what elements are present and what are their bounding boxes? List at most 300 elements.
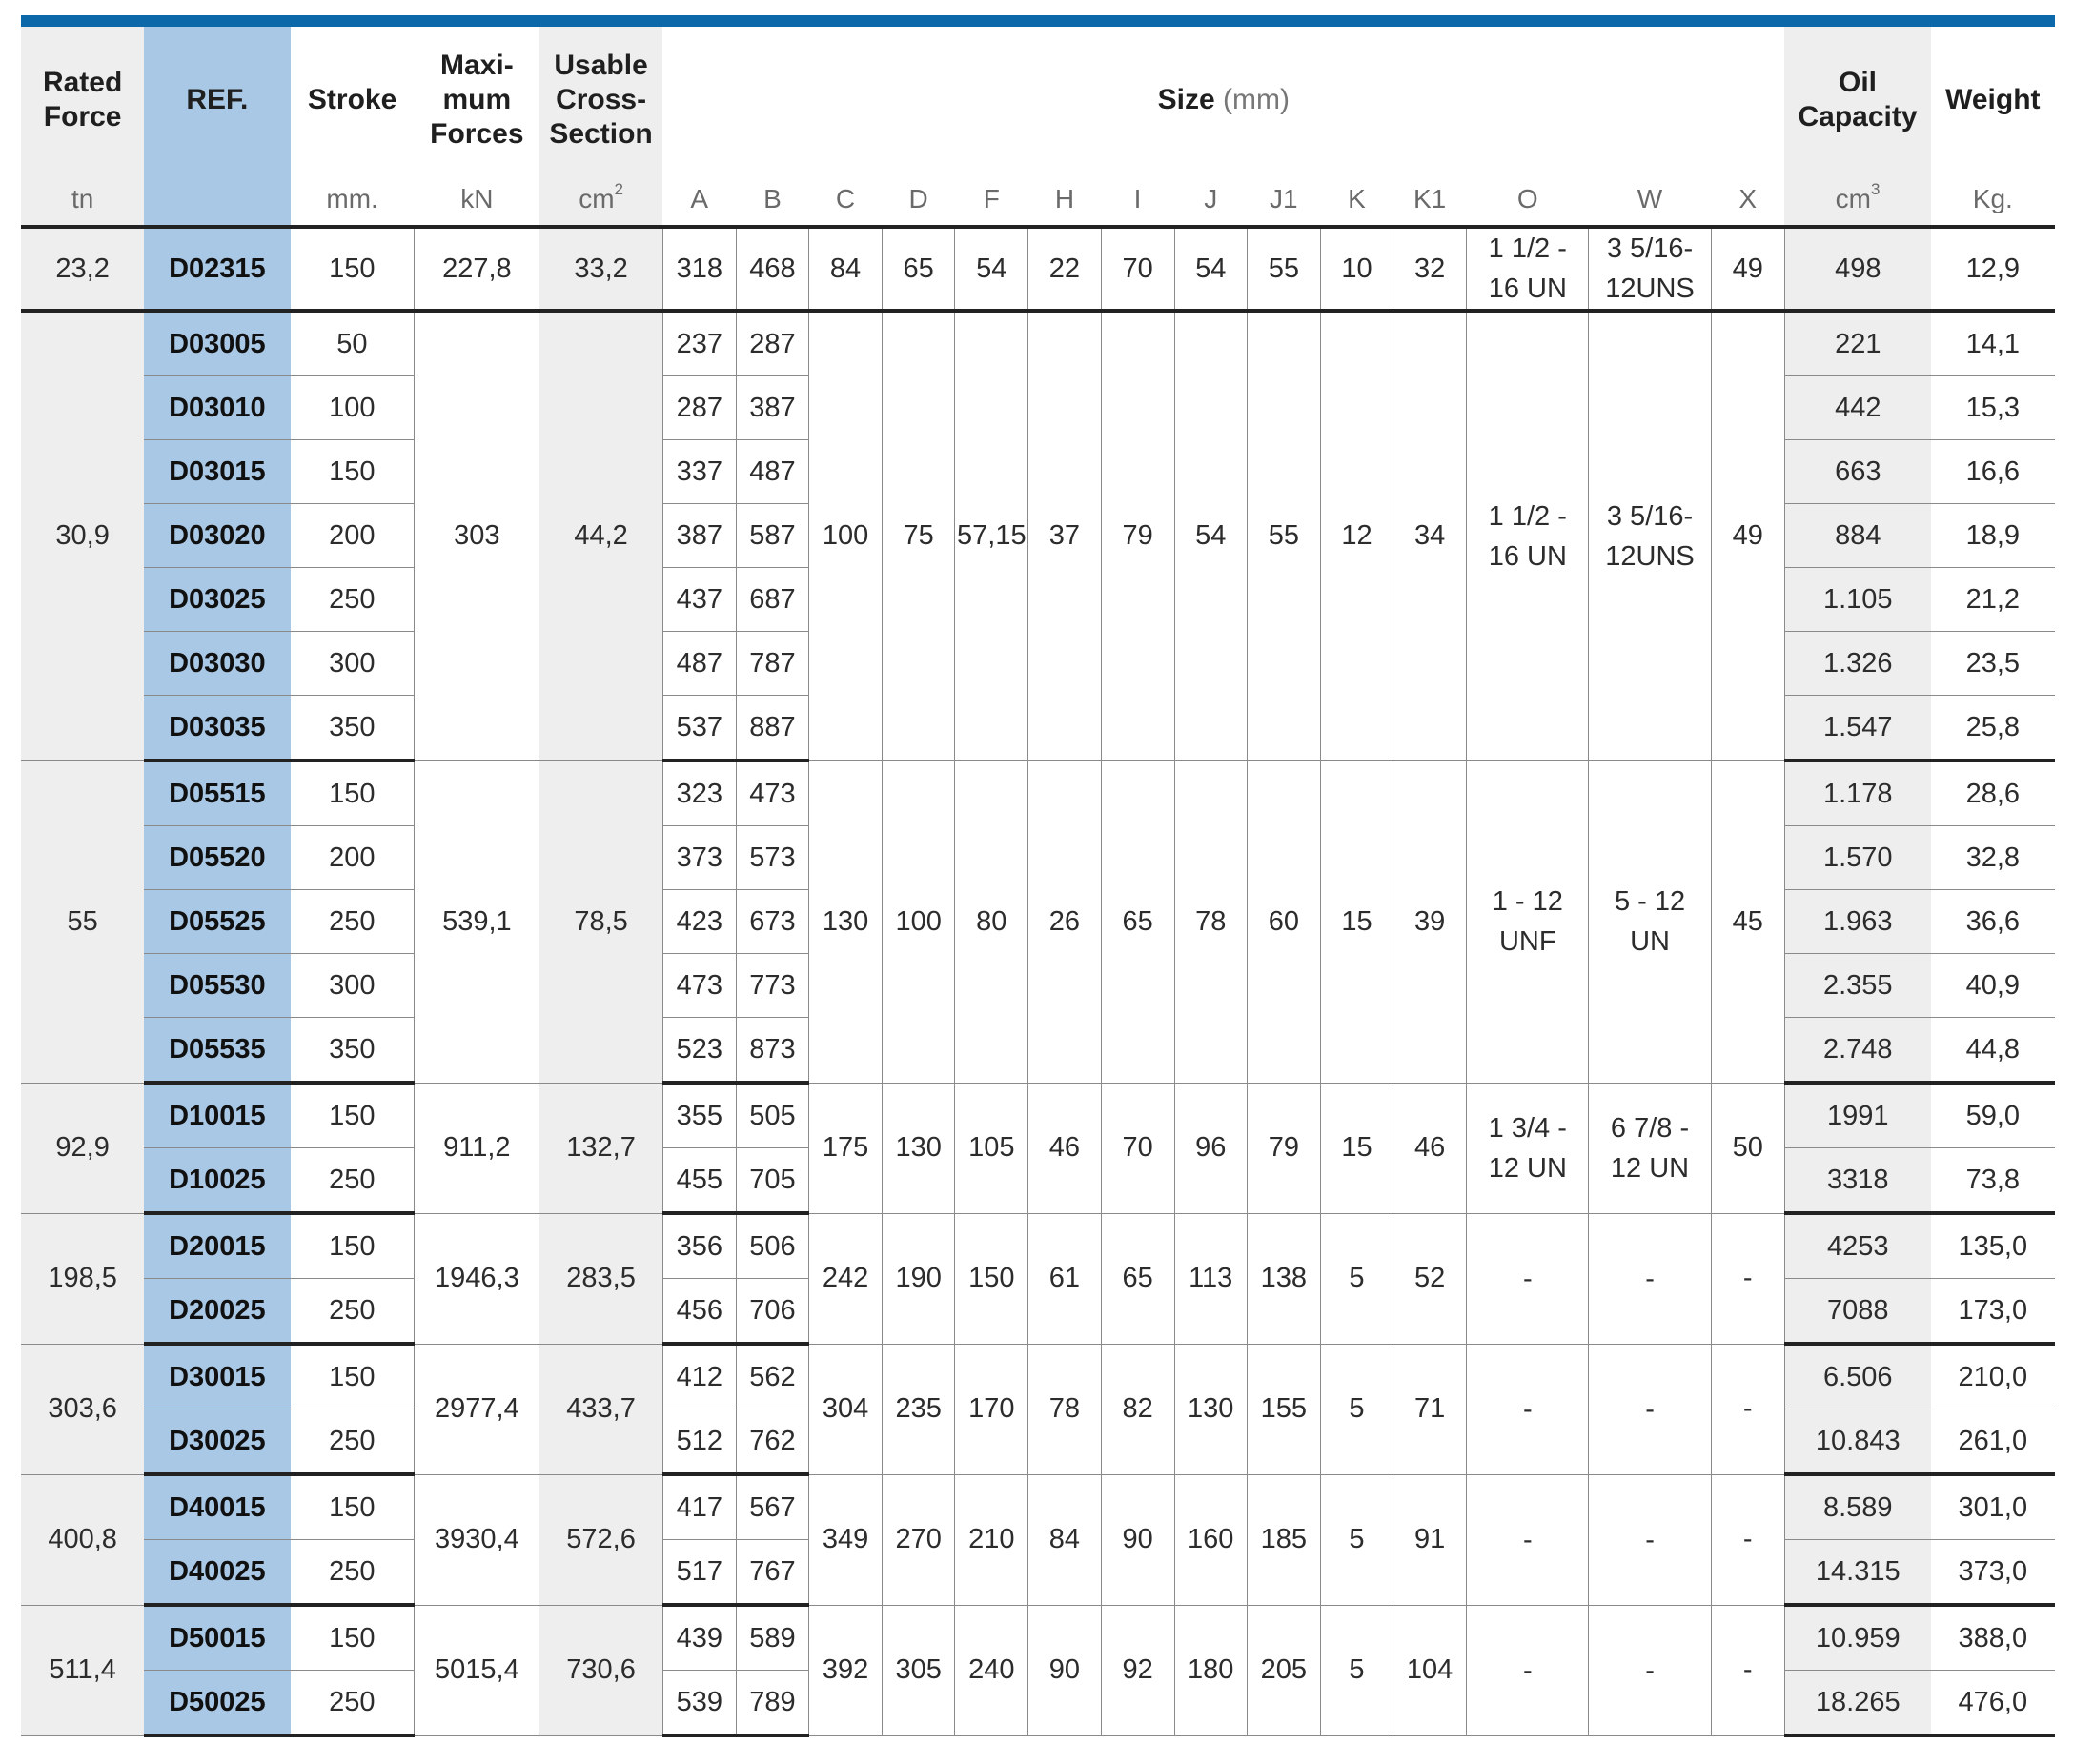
size-c-cell: 392 xyxy=(808,1605,882,1735)
cross-section-cell: 283,5 xyxy=(539,1213,662,1344)
max-forces-cell: 5015,4 xyxy=(415,1605,539,1735)
stroke-cell: 150 xyxy=(291,440,415,504)
stroke-cell: 150 xyxy=(291,1083,415,1148)
weight-cell: 36,6 xyxy=(1931,890,2055,954)
size-a-cell: 487 xyxy=(662,632,736,696)
size-a-cell: 337 xyxy=(662,440,736,504)
cross-section-cell: 33,2 xyxy=(539,227,662,311)
unit-K: K xyxy=(1320,173,1393,227)
unit-cross-section-sup: 2 xyxy=(614,180,623,198)
max-forces-cell: 3930,4 xyxy=(415,1474,539,1605)
size-d-cell: 305 xyxy=(883,1605,955,1735)
header-oil-label: Oil Capacity xyxy=(1798,67,1918,132)
table-row xyxy=(21,311,2055,376)
cross-section-cell: 44,2 xyxy=(539,311,662,760)
stroke-cell: 350 xyxy=(291,1018,415,1084)
header-max-forces-label: Maxi- mum Forces xyxy=(430,50,524,150)
size-x-cell: 50 xyxy=(1711,1083,1784,1213)
size-d-cell: 75 xyxy=(883,311,955,760)
size-j1-cell: 55 xyxy=(1247,227,1320,311)
ref-cell: D40025 xyxy=(144,1540,290,1606)
weight-cell: 32,8 xyxy=(1931,826,2055,890)
weight-cell: 14,1 xyxy=(1931,311,2055,376)
size-o-cell: - xyxy=(1467,1213,1589,1344)
size-c-cell: 242 xyxy=(808,1213,882,1344)
size-b-cell: 789 xyxy=(736,1671,808,1736)
size-b-cell: 773 xyxy=(736,954,808,1018)
stroke-cell: 200 xyxy=(291,504,415,568)
unit-rated-force: tn xyxy=(21,173,144,227)
max-forces-cell: 227,8 xyxy=(415,227,539,311)
oil-capacity-cell: 498 xyxy=(1784,227,1930,311)
size-b-cell: 687 xyxy=(736,568,808,632)
size-k1-cell: 34 xyxy=(1393,311,1467,760)
unit-O: O xyxy=(1467,173,1589,227)
unit-A: A xyxy=(662,173,736,227)
ref-cell: D30025 xyxy=(144,1409,290,1475)
size-f-cell: 57,15 xyxy=(955,311,1028,760)
rated-force-cell: 30,9 xyxy=(21,311,144,760)
unit-cross-section xyxy=(539,173,662,227)
size-b-cell: 573 xyxy=(736,826,808,890)
stroke-cell: 150 xyxy=(291,1474,415,1540)
header-rated-force xyxy=(21,27,144,173)
size-h-cell: 26 xyxy=(1028,760,1101,1083)
unit-H: H xyxy=(1028,173,1101,227)
header-oil xyxy=(1784,27,1930,173)
max-forces-cell: 539,1 xyxy=(415,760,539,1083)
header-cross-section-label: Usable Cross- Section xyxy=(549,50,653,150)
size-b-cell: 505 xyxy=(736,1083,808,1148)
size-b-cell: 506 xyxy=(736,1213,808,1279)
header-ref-label: REF. xyxy=(186,84,249,115)
weight-cell: 59,0 xyxy=(1931,1083,2055,1148)
unit-D: D xyxy=(883,173,955,227)
size-a-cell: 287 xyxy=(662,376,736,440)
oil-capacity-cell: 1.570 xyxy=(1784,826,1930,890)
size-a-cell: 539 xyxy=(662,1671,736,1736)
size-o-cell: - xyxy=(1467,1605,1589,1735)
size-i-cell: 65 xyxy=(1101,760,1174,1083)
oil-capacity-cell: 7088 xyxy=(1784,1279,1930,1345)
unit-cross-section-base: cm xyxy=(579,184,615,213)
size-w-cell: 5 - 12 UN xyxy=(1589,760,1711,1083)
cross-section-cell: 132,7 xyxy=(539,1083,662,1213)
size-j1-cell: 138 xyxy=(1247,1213,1320,1344)
weight-cell: 301,0 xyxy=(1931,1474,2055,1540)
size-w-cell: - xyxy=(1589,1605,1711,1735)
size-f-cell: 105 xyxy=(955,1083,1028,1213)
rated-force-cell: 23,2 xyxy=(21,227,144,311)
size-x-cell: - xyxy=(1711,1344,1784,1474)
unit-oil xyxy=(1784,173,1930,227)
size-f-cell: 170 xyxy=(955,1344,1028,1474)
size-j-cell: 54 xyxy=(1174,227,1247,311)
size-a-cell: 373 xyxy=(662,826,736,890)
size-k1-cell: 32 xyxy=(1393,227,1467,311)
stroke-cell: 250 xyxy=(291,1671,415,1736)
max-forces-cell: 2977,4 xyxy=(415,1344,539,1474)
weight-cell: 15,3 xyxy=(1931,376,2055,440)
cross-section-cell: 572,6 xyxy=(539,1474,662,1605)
ref-cell: D03015 xyxy=(144,440,290,504)
weight-cell: 210,0 xyxy=(1931,1344,2055,1409)
stroke-cell: 100 xyxy=(291,376,415,440)
size-i-cell: 90 xyxy=(1101,1474,1174,1605)
size-a-cell: 412 xyxy=(662,1344,736,1409)
rated-force-cell: 92,9 xyxy=(21,1083,144,1213)
ref-cell: D20015 xyxy=(144,1213,290,1279)
size-h-cell: 78 xyxy=(1028,1344,1101,1474)
header-size-unit: (mm) xyxy=(1222,84,1290,115)
size-d-cell: 130 xyxy=(883,1083,955,1213)
size-b-cell: 468 xyxy=(736,227,808,311)
ref-cell: D03035 xyxy=(144,696,290,761)
size-k-cell: 5 xyxy=(1320,1344,1393,1474)
unit-K1: K1 xyxy=(1393,173,1467,227)
unit-W: W xyxy=(1589,173,1711,227)
unit-weight: Kg. xyxy=(1931,173,2055,227)
size-x-cell: - xyxy=(1711,1474,1784,1605)
size-h-cell: 37 xyxy=(1028,311,1101,760)
size-b-cell: 287 xyxy=(736,311,808,376)
unit-ref xyxy=(144,173,290,227)
header-cross-section xyxy=(539,27,662,173)
header-max-forces xyxy=(415,27,539,173)
size-j-cell: 54 xyxy=(1174,311,1247,760)
size-k-cell: 15 xyxy=(1320,760,1393,1083)
size-a-cell: 512 xyxy=(662,1409,736,1475)
rated-force-cell: 511,4 xyxy=(21,1605,144,1735)
ref-cell: D05530 xyxy=(144,954,290,1018)
oil-capacity-cell: 10.959 xyxy=(1784,1605,1930,1671)
size-x-cell: 49 xyxy=(1711,227,1784,311)
size-c-cell: 349 xyxy=(808,1474,882,1605)
stroke-cell: 50 xyxy=(291,311,415,376)
size-b-cell: 589 xyxy=(736,1605,808,1671)
ref-cell: D20025 xyxy=(144,1279,290,1345)
oil-capacity-cell: 1.547 xyxy=(1784,696,1930,761)
oil-capacity-cell: 3318 xyxy=(1784,1148,1930,1214)
stroke-cell: 250 xyxy=(291,1409,415,1475)
unit-stroke: mm. xyxy=(291,173,415,227)
size-i-cell: 79 xyxy=(1101,311,1174,760)
weight-cell: 135,0 xyxy=(1931,1213,2055,1279)
size-w-cell: - xyxy=(1589,1213,1711,1344)
header-ref xyxy=(144,27,290,173)
weight-cell: 18,9 xyxy=(1931,504,2055,568)
unit-J1: J1 xyxy=(1247,173,1320,227)
size-x-cell: 45 xyxy=(1711,760,1784,1083)
max-forces-cell: 911,2 xyxy=(415,1083,539,1213)
oil-capacity-cell: 10.843 xyxy=(1784,1409,1930,1475)
weight-cell: 44,8 xyxy=(1931,1018,2055,1084)
size-d-cell: 65 xyxy=(883,227,955,311)
ref-cell: D10025 xyxy=(144,1148,290,1214)
rated-force-cell: 303,6 xyxy=(21,1344,144,1474)
size-f-cell: 80 xyxy=(955,760,1028,1083)
size-j1-cell: 185 xyxy=(1247,1474,1320,1605)
size-d-cell: 100 xyxy=(883,760,955,1083)
weight-cell: 261,0 xyxy=(1931,1409,2055,1475)
ref-cell: D05535 xyxy=(144,1018,290,1084)
size-b-cell: 673 xyxy=(736,890,808,954)
size-w-cell: 6 7/8 - 12 UN xyxy=(1589,1083,1711,1213)
size-i-cell: 70 xyxy=(1101,227,1174,311)
weight-cell: 12,9 xyxy=(1931,227,2055,311)
size-k-cell: 10 xyxy=(1320,227,1393,311)
size-w-cell: - xyxy=(1589,1344,1711,1474)
oil-capacity-cell: 2.748 xyxy=(1784,1018,1930,1084)
size-o-cell: 1 - 12 UNF xyxy=(1467,760,1589,1083)
oil-capacity-cell: 1.105 xyxy=(1784,568,1930,632)
weight-cell: 40,9 xyxy=(1931,954,2055,1018)
size-k-cell: 15 xyxy=(1320,1083,1393,1213)
size-i-cell: 65 xyxy=(1101,1213,1174,1344)
stroke-cell: 250 xyxy=(291,1148,415,1214)
oil-capacity-cell: 1.326 xyxy=(1784,632,1930,696)
size-x-cell: 49 xyxy=(1711,311,1784,760)
weight-cell: 388,0 xyxy=(1931,1605,2055,1671)
size-k1-cell: 39 xyxy=(1393,760,1467,1083)
size-a-cell: 423 xyxy=(662,890,736,954)
size-c-cell: 100 xyxy=(808,311,882,760)
header-rated-force-label: Rated Force xyxy=(42,67,123,132)
max-forces-cell: 303 xyxy=(415,311,539,760)
size-a-cell: 237 xyxy=(662,311,736,376)
size-c-cell: 304 xyxy=(808,1344,882,1474)
size-w-cell: 3 5/16- 12UNS xyxy=(1589,227,1711,311)
size-i-cell: 70 xyxy=(1101,1083,1174,1213)
stroke-cell: 250 xyxy=(291,568,415,632)
size-x-cell: - xyxy=(1711,1605,1784,1735)
size-j1-cell: 55 xyxy=(1247,311,1320,760)
oil-capacity-cell: 1.963 xyxy=(1784,890,1930,954)
oil-capacity-cell: 6.506 xyxy=(1784,1344,1930,1409)
weight-cell: 16,6 xyxy=(1931,440,2055,504)
weight-cell: 21,2 xyxy=(1931,568,2055,632)
header-stroke-label: Stroke xyxy=(307,84,397,115)
size-a-cell: 537 xyxy=(662,696,736,761)
ref-cell: D03020 xyxy=(144,504,290,568)
oil-capacity-cell: 663 xyxy=(1784,440,1930,504)
size-b-cell: 873 xyxy=(736,1018,808,1084)
size-d-cell: 235 xyxy=(883,1344,955,1474)
size-f-cell: 150 xyxy=(955,1213,1028,1344)
size-w-cell: 3 5/16- 12UNS xyxy=(1589,311,1711,760)
ref-cell: D03025 xyxy=(144,568,290,632)
weight-cell: 373,0 xyxy=(1931,1540,2055,1606)
size-d-cell: 270 xyxy=(883,1474,955,1605)
stroke-cell: 150 xyxy=(291,760,415,826)
unit-C: C xyxy=(808,173,882,227)
oil-capacity-cell: 1991 xyxy=(1784,1083,1930,1148)
stroke-cell: 200 xyxy=(291,826,415,890)
oil-capacity-cell: 4253 xyxy=(1784,1213,1930,1279)
size-c-cell: 175 xyxy=(808,1083,882,1213)
stroke-cell: 300 xyxy=(291,632,415,696)
size-k-cell: 12 xyxy=(1320,311,1393,760)
unit-X: X xyxy=(1711,173,1784,227)
cylinder-spec-table xyxy=(21,27,2055,1737)
unit-F: F xyxy=(955,173,1028,227)
size-a-cell: 455 xyxy=(662,1148,736,1214)
table-body xyxy=(21,227,2055,1735)
ref-cell: D03005 xyxy=(144,311,290,376)
size-a-cell: 318 xyxy=(662,227,736,311)
size-o-cell: 1 1/2 - 16 UN xyxy=(1467,311,1589,760)
size-a-cell: 437 xyxy=(662,568,736,632)
ref-cell: D03030 xyxy=(144,632,290,696)
ref-cell: D05525 xyxy=(144,890,290,954)
size-a-cell: 355 xyxy=(662,1083,736,1148)
size-k1-cell: 71 xyxy=(1393,1344,1467,1474)
size-i-cell: 82 xyxy=(1101,1344,1174,1474)
size-a-cell: 517 xyxy=(662,1540,736,1606)
size-k-cell: 5 xyxy=(1320,1605,1393,1735)
size-j-cell: 96 xyxy=(1174,1083,1247,1213)
ref-cell: D10015 xyxy=(144,1083,290,1148)
stroke-cell: 150 xyxy=(291,1605,415,1671)
weight-cell: 173,0 xyxy=(1931,1279,2055,1345)
stroke-cell: 350 xyxy=(291,696,415,761)
size-b-cell: 487 xyxy=(736,440,808,504)
max-forces-cell: 1946,3 xyxy=(415,1213,539,1344)
size-o-cell: 1 1/2 - 16 UN xyxy=(1467,227,1589,311)
size-o-cell: - xyxy=(1467,1474,1589,1605)
ref-cell: D40015 xyxy=(144,1474,290,1540)
weight-cell: 23,5 xyxy=(1931,632,2055,696)
table-row xyxy=(21,1474,2055,1540)
rated-force-cell: 55 xyxy=(21,760,144,1083)
size-h-cell: 46 xyxy=(1028,1083,1101,1213)
size-k-cell: 5 xyxy=(1320,1474,1393,1605)
size-b-cell: 767 xyxy=(736,1540,808,1606)
cross-section-cell: 433,7 xyxy=(539,1344,662,1474)
oil-capacity-cell: 14.315 xyxy=(1784,1540,1930,1606)
size-w-cell: - xyxy=(1589,1474,1711,1605)
size-a-cell: 323 xyxy=(662,760,736,826)
size-b-cell: 705 xyxy=(736,1148,808,1214)
size-a-cell: 387 xyxy=(662,504,736,568)
size-b-cell: 787 xyxy=(736,632,808,696)
size-b-cell: 567 xyxy=(736,1474,808,1540)
size-d-cell: 190 xyxy=(883,1213,955,1344)
weight-cell: 28,6 xyxy=(1931,760,2055,826)
unit-I: I xyxy=(1101,173,1174,227)
weight-cell: 476,0 xyxy=(1931,1671,2055,1736)
oil-capacity-cell: 221 xyxy=(1784,311,1930,376)
size-j-cell: 160 xyxy=(1174,1474,1247,1605)
size-b-cell: 562 xyxy=(736,1344,808,1409)
ref-cell: D05515 xyxy=(144,760,290,826)
weight-cell: 73,8 xyxy=(1931,1148,2055,1214)
ref-cell: D05520 xyxy=(144,826,290,890)
oil-capacity-cell: 442 xyxy=(1784,376,1930,440)
size-j1-cell: 155 xyxy=(1247,1344,1320,1474)
header-size xyxy=(662,27,1784,173)
size-f-cell: 54 xyxy=(955,227,1028,311)
size-k-cell: 5 xyxy=(1320,1213,1393,1344)
size-c-cell: 84 xyxy=(808,227,882,311)
weight-cell: 25,8 xyxy=(1931,696,2055,761)
size-a-cell: 456 xyxy=(662,1279,736,1345)
size-b-cell: 587 xyxy=(736,504,808,568)
size-a-cell: 473 xyxy=(662,954,736,1018)
stroke-cell: 300 xyxy=(291,954,415,1018)
cross-section-cell: 78,5 xyxy=(539,760,662,1083)
size-x-cell: - xyxy=(1711,1213,1784,1344)
oil-capacity-cell: 1.178 xyxy=(1784,760,1930,826)
header-weight xyxy=(1931,27,2055,173)
ref-cell: D50025 xyxy=(144,1671,290,1736)
size-o-cell: - xyxy=(1467,1344,1589,1474)
rated-force-cell: 400,8 xyxy=(21,1474,144,1605)
size-h-cell: 22 xyxy=(1028,227,1101,311)
cross-section-cell: 730,6 xyxy=(539,1605,662,1735)
header-stroke xyxy=(291,27,415,173)
size-j1-cell: 60 xyxy=(1247,760,1320,1083)
oil-capacity-cell: 2.355 xyxy=(1784,954,1930,1018)
size-c-cell: 130 xyxy=(808,760,882,1083)
table-row xyxy=(21,1083,2055,1148)
size-j1-cell: 79 xyxy=(1247,1083,1320,1213)
ref-cell: D50015 xyxy=(144,1605,290,1671)
size-b-cell: 473 xyxy=(736,760,808,826)
size-j-cell: 113 xyxy=(1174,1213,1247,1344)
stroke-cell: 250 xyxy=(291,1279,415,1345)
ref-cell: D30015 xyxy=(144,1344,290,1409)
size-a-cell: 356 xyxy=(662,1213,736,1279)
size-k1-cell: 91 xyxy=(1393,1474,1467,1605)
size-b-cell: 887 xyxy=(736,696,808,761)
table-row xyxy=(21,760,2055,826)
size-j-cell: 78 xyxy=(1174,760,1247,1083)
stroke-cell: 250 xyxy=(291,890,415,954)
unit-max-forces: kN xyxy=(415,173,539,227)
size-h-cell: 90 xyxy=(1028,1605,1101,1735)
size-b-cell: 706 xyxy=(736,1279,808,1345)
size-b-cell: 762 xyxy=(736,1409,808,1475)
size-k1-cell: 52 xyxy=(1393,1213,1467,1344)
size-k1-cell: 104 xyxy=(1393,1605,1467,1735)
size-b-cell: 387 xyxy=(736,376,808,440)
size-o-cell: 1 3/4 - 12 UN xyxy=(1467,1083,1589,1213)
unit-oil-base: cm xyxy=(1835,184,1871,213)
table-row xyxy=(21,1213,2055,1279)
stroke-cell: 150 xyxy=(291,1344,415,1409)
unit-oil-sup: 3 xyxy=(1870,180,1881,198)
size-a-cell: 439 xyxy=(662,1605,736,1671)
size-i-cell: 92 xyxy=(1101,1605,1174,1735)
ref-cell: D02315 xyxy=(144,227,290,311)
stroke-cell: 250 xyxy=(291,1540,415,1606)
size-k1-cell: 46 xyxy=(1393,1083,1467,1213)
table-row xyxy=(21,227,2055,311)
size-f-cell: 240 xyxy=(955,1605,1028,1735)
stroke-cell: 150 xyxy=(291,1213,415,1279)
size-j-cell: 130 xyxy=(1174,1344,1247,1474)
size-a-cell: 417 xyxy=(662,1474,736,1540)
header-size-label: Size xyxy=(1157,84,1215,115)
top-accent-bar xyxy=(21,15,2055,27)
stroke-cell: 150 xyxy=(291,227,415,311)
size-h-cell: 84 xyxy=(1028,1474,1101,1605)
oil-capacity-cell: 884 xyxy=(1784,504,1930,568)
oil-capacity-cell: 8.589 xyxy=(1784,1474,1930,1540)
unit-B: B xyxy=(736,173,808,227)
size-j-cell: 180 xyxy=(1174,1605,1247,1735)
